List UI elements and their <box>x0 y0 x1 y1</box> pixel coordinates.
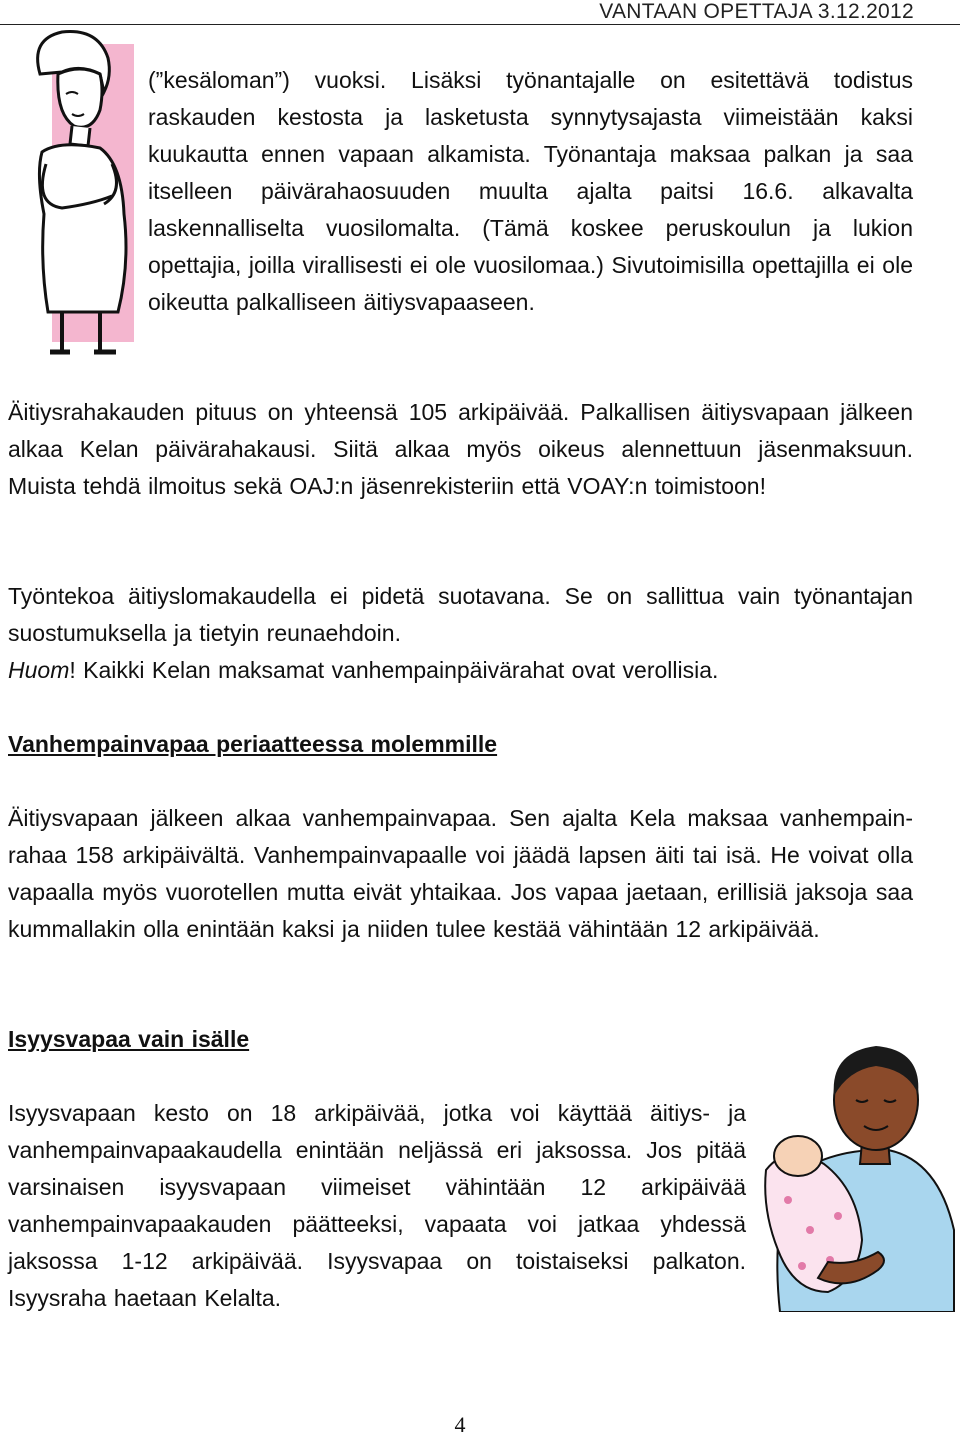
father-with-baby-illustration <box>758 1030 958 1312</box>
page-header <box>0 0 960 25</box>
section-heading-parental-leave: Vanhempainvapaa periaatteessa molemmille <box>8 731 498 757</box>
header-title: VANTAAN OPETTAJA 3.12.2012 <box>599 0 914 23</box>
parental-leave-paragraph: Äitiysvapaan jälkeen alkaa vanhempainvapaa. Sen ajalta Kela maksaa vanhempain- rahaa 158 arkipäivältä. Vanhempainvapaalle voi jäädä lapsen äiti tai isä. He voivat olla vapaalla myös vuorotellen mutta eivät yhtaikaa. Jos vapaa jaetaan, erillisiä jaksoja saa kummallakin olla enintään kaksi ja niiden tulee kestää vähintään 12 arkipäivää. <box>8 805 913 942</box>
paternity-leave-paragraph: Isyysvapaan kesto on 18 arkipäivää, jotka voi käyttää äitiys- ja vanhempainvapaakaudella enintään neljässä eri jaksossa. Jos pitää varsinaisen isyysvapaan viimeiset vähintään 12 arkipäivää vanhempainvapaakauden päätteeksi, vapaata voi jatkaa yhdessä jaksossa 1-12 arkipäivää. Isyysvapaa on toistaiseksi palkaton. Isyysraha haetaan Kelalta. <box>8 1100 746 1311</box>
working-during-leave-paragraph: Työntekoa äitiyslomakaudella ei pidetä suotavana. Se on sallittua vain työnantajan suostumuksella ja tietyin reunaehdoin. <box>8 583 913 646</box>
note-label: Huom <box>8 657 70 683</box>
pregnant-woman-illustration <box>0 14 140 356</box>
section-heading-paternity-leave: Isyysvapaa vain isälle <box>8 1026 250 1052</box>
maternity-allowance-paragraph: Äitiysrahakauden pituus on yhteensä 105 arkipäivää. Palkallisen äitiysvapaan jälkeen alkaa Kelan päivärahakausi. Siitä alkaa myös oikeus alennettuun jäsenmaksuun. Muista tehdä ilmoitus sekä OAJ:n jäsenrekisteriin että VOAY:n toimistoon! <box>8 399 913 499</box>
note-text: ! Kaikki Kelan maksamat vanhempainpäivärahat ovat verollisia. <box>69 657 719 683</box>
intro-paragraph: (”kesäloman”) vuoksi. Lisäksi työnantajalle on esitettävä todistus raskauden kestosta ja lasketusta synnytysajasta viimeistään kaksi kuukautta ennen vapaan alkamista. Työnantaja maksaa palkan ja saa itselleen päivärahaosuuden muulta ajalta paitsi 16.6. alkavalta laskennalliselta vuosilomalta. (Tämä koskee peruskoulun ja lukion opettajia, joilla virallisesti ei ole vuosilomaa.) Sivutoimisilla opettajilla ei ole oikeutta palkalliseen äitiysvapaaseen. <box>148 67 913 315</box>
tax-note-paragraph <box>8 652 913 689</box>
page-number: 4 <box>454 1412 466 1437</box>
